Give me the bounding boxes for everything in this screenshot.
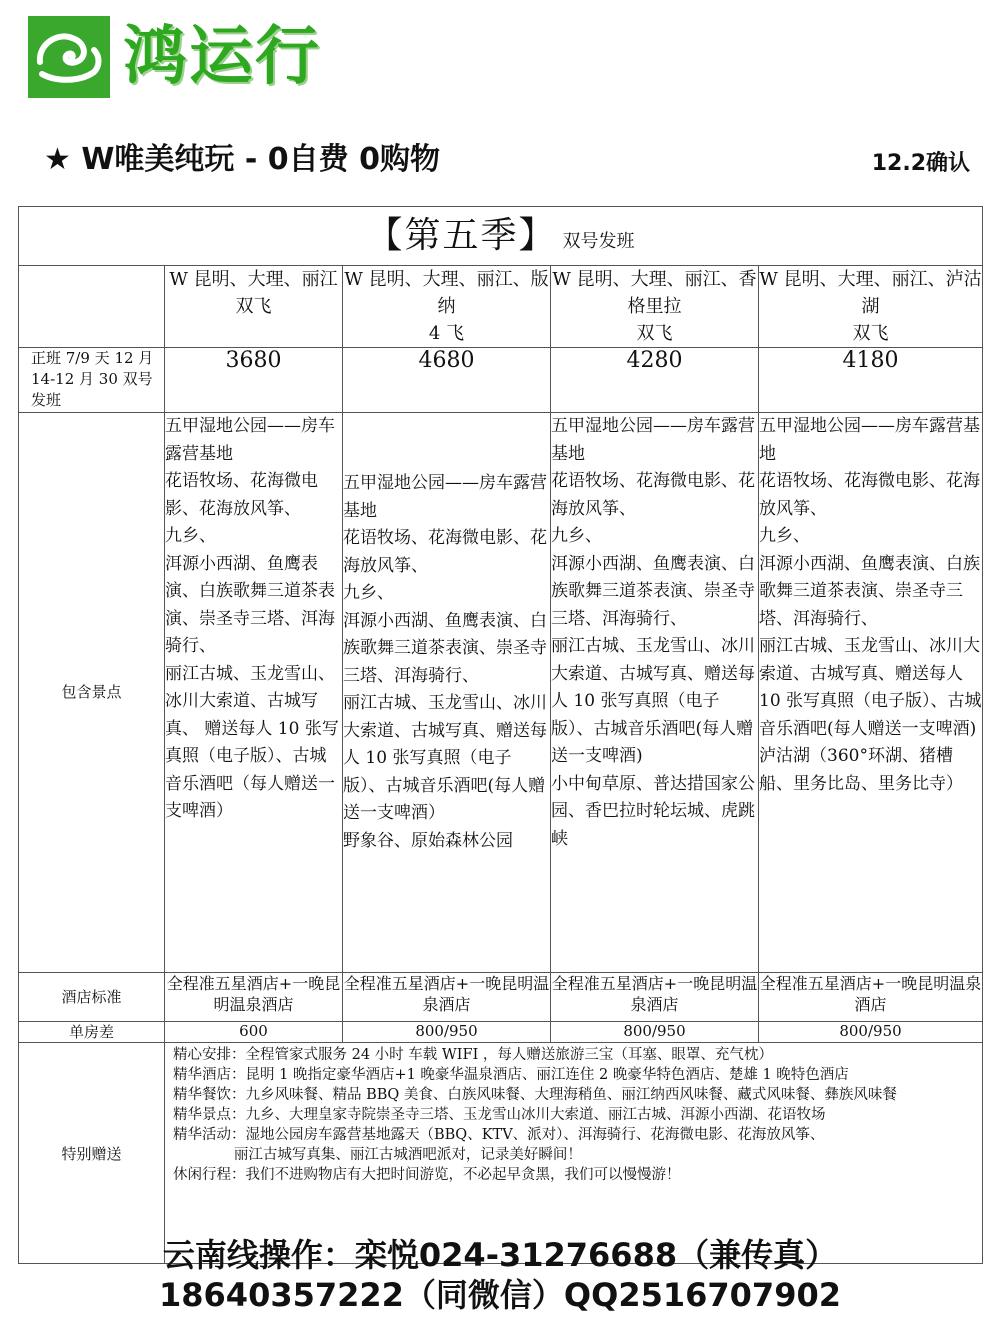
spot-line: 五甲湿地公园——房车露营基地	[551, 416, 755, 464]
gift-line: 休闲行程：我们不进购物店有大把时间游览，不必起早贪黑，我们可以慢慢游！	[173, 1167, 681, 1183]
route-header-row	[19, 266, 983, 348]
spot-line: 九乡、	[165, 526, 216, 546]
spot-line: 野象谷、原始森林公园	[343, 830, 513, 851]
spot-line: 丽江古城、玉龙雪山、冰川大索道、古城写真、 赠送每人 10 张写真照（电子版）、古城音乐酒吧（每人赠送一支啤酒）	[165, 663, 339, 821]
spots-cell	[759, 413, 983, 973]
spot-line: 泸沽湖（360°环湖、猪槽船、里务比岛、里务比寺）	[759, 746, 963, 794]
diff-cell: 800/950	[551, 1022, 759, 1043]
route-flight: 双飞	[235, 296, 272, 317]
season-cell	[19, 207, 983, 266]
hotel-cell: 全程准五星酒店+一晚昆明温泉酒店	[759, 973, 983, 1022]
route-flight: 双飞	[636, 323, 673, 344]
price-label: 正班 7/9 天 12 月 14-12 月 30 双号发班	[19, 348, 165, 413]
gift-label: 特别赠送	[19, 1043, 165, 1264]
spot-line: 丽江古城、玉龙雪山、冰川大索道、古城写真、赠送每人 10 张写真照（电子版）、古城音乐酒吧(每人赠送一支啤酒)	[551, 636, 755, 766]
diff-cell: 800/950	[759, 1022, 983, 1043]
brand-logo	[28, 14, 338, 100]
spot-line: 洱源小西湖、鱼鹰表演、白族歌舞三道茶表演、崇圣寺三塔、洱海骑行、	[551, 553, 755, 629]
spot-line: 九乡、	[343, 583, 394, 603]
spots-cell	[343, 413, 551, 973]
itinerary-table	[18, 206, 983, 1264]
spot-line: 花语牧场、花海微电影、花海放风筝、	[343, 528, 547, 576]
brand-name: 鸿运行	[123, 20, 321, 94]
spot-line: 五甲湿地公园——房车露营基地	[759, 416, 980, 464]
gift-line: 精华餐饮：九乡风味餐、精品 BBQ 美食、白族风味餐、大理海稍鱼、丽江纳西风味餐、藏式风味餐、彝族风味餐	[173, 1087, 897, 1103]
spot-line: 洱源小西湖、鱼鹰表演、白族歌舞三道茶表演、崇圣寺三塔、洱海骑行、	[343, 610, 547, 686]
hotel-cell: 全程准五星酒店+一晚昆明温泉酒店	[343, 973, 551, 1022]
confirm-date: 12.2确认	[871, 151, 970, 176]
empty-header-cell	[19, 266, 165, 348]
spot-line: 九乡、	[759, 526, 810, 546]
spot-line: 洱源小西湖、鱼鹰表演、白族歌舞三道茶表演、崇圣寺三塔、洱海骑行、	[759, 553, 980, 629]
hotel-row	[19, 973, 983, 1022]
price-cell: 4180	[759, 348, 983, 413]
route-flight: 4 飞	[428, 323, 465, 344]
gift-line: 精华酒店：昆明 1 晚指定豪华酒店+1 晚豪华温泉酒店、丽江连住 2 晚豪华特色酒店、楚雄 1 晚特色酒店	[173, 1067, 849, 1083]
spots-row	[19, 413, 983, 973]
spot-line: 花语牧场、花海微电影、花海放风筝、	[551, 471, 755, 519]
spots-label: 包含景点	[19, 413, 165, 973]
route-header	[759, 266, 983, 348]
route-name: W 昆明、大理、丽江、版纳	[344, 269, 549, 317]
spot-line: 花语牧场、花海微电影、花海放风筝、	[759, 471, 980, 519]
price-cell: 3680	[165, 348, 343, 413]
spots-cell	[551, 413, 759, 973]
diff-cell: 800/950	[343, 1022, 551, 1043]
spot-line: 丽江古城、玉龙雪山、冰川大索道、古城写真、赠送每人 10 张写真照（电子版）、古城音乐酒吧(每人赠送一支啤酒）	[343, 693, 547, 823]
route-name: W 昆明、大理、丽江	[169, 269, 338, 290]
price-row	[19, 348, 983, 413]
route-flight: 双飞	[852, 323, 889, 344]
contact-line-1: 云南线操作：栾悦024-31276688（兼传真）	[162, 1236, 838, 1274]
cloud-swirl-logo-icon	[28, 16, 110, 98]
route-header	[165, 266, 343, 348]
price-cell: 4280	[551, 348, 759, 413]
price-cell: 4680	[343, 348, 551, 413]
gift-line: 精华景点：九乡、大理皇家寺院崇圣寺三塔、玉龙雪山冰川大索道、丽江古城、洱源小西湖、花语牧场	[173, 1107, 826, 1123]
route-name: W 昆明、大理、丽江、香格里拉	[552, 269, 757, 317]
spot-line: 丽江古城、玉龙雪山、冰川大索道、古城写真、赠送每人 10 张写真照（电子版）、古城音乐酒吧(每人赠送一支啤酒)	[759, 636, 982, 739]
gift-line: 精华活动：湿地公园房车露营基地露天（BBQ、KTV、派对）、洱海骑行、花海微电影、花海放风筝、	[173, 1127, 825, 1143]
route-name: W 昆明、大理、丽江、泸沽湖	[759, 269, 982, 317]
contact-line-2: 18640357222（同微信）QQ2516707902	[159, 1276, 841, 1314]
spot-line: 五甲湿地公园——房车露营基地	[165, 416, 335, 464]
spot-line: 九乡、	[551, 526, 602, 546]
route-header	[343, 266, 551, 348]
spot-line: 五甲湿地公园——房车露营基地	[343, 473, 547, 521]
hotel-cell: 全程准五星酒店+一晚昆明温泉酒店	[551, 973, 759, 1022]
headline: ★ W唯美纯玩 - 0自费 0购物	[44, 142, 440, 177]
hotel-cell: 全程准五星酒店+一晚昆明温泉酒店	[165, 973, 343, 1022]
hotel-label: 酒店标准	[19, 973, 165, 1022]
single-supplement-row	[19, 1022, 983, 1043]
gift-line: 丽江古城写真集、丽江古城酒吧派对，记录美好瞬间！	[233, 1147, 582, 1163]
season-title: 【第五季】	[366, 215, 557, 256]
diff-cell: 600	[165, 1022, 343, 1043]
spot-line: 洱源小西湖、鱼鹰表演、白族歌舞三道茶表演、崇圣寺三塔、洱海骑行、	[165, 553, 335, 656]
season-row	[19, 207, 983, 266]
gift-line: 精心安排：全程管家式服务 24 小时 车载 WIFI ，每人赠送旅游三宝（耳塞、眼罩、充气枕）	[173, 1047, 773, 1063]
route-header	[551, 266, 759, 348]
spot-line: 小中甸草原、普达措国家公园、香巴拉时轮坛城、虎跳峡	[551, 773, 755, 849]
spot-line: 花语牧场、花海微电影、花海放风筝、	[165, 471, 318, 519]
season-sub: 双号发班	[562, 231, 635, 252]
diff-label: 单房差	[19, 1022, 165, 1043]
spots-cell	[165, 413, 343, 973]
